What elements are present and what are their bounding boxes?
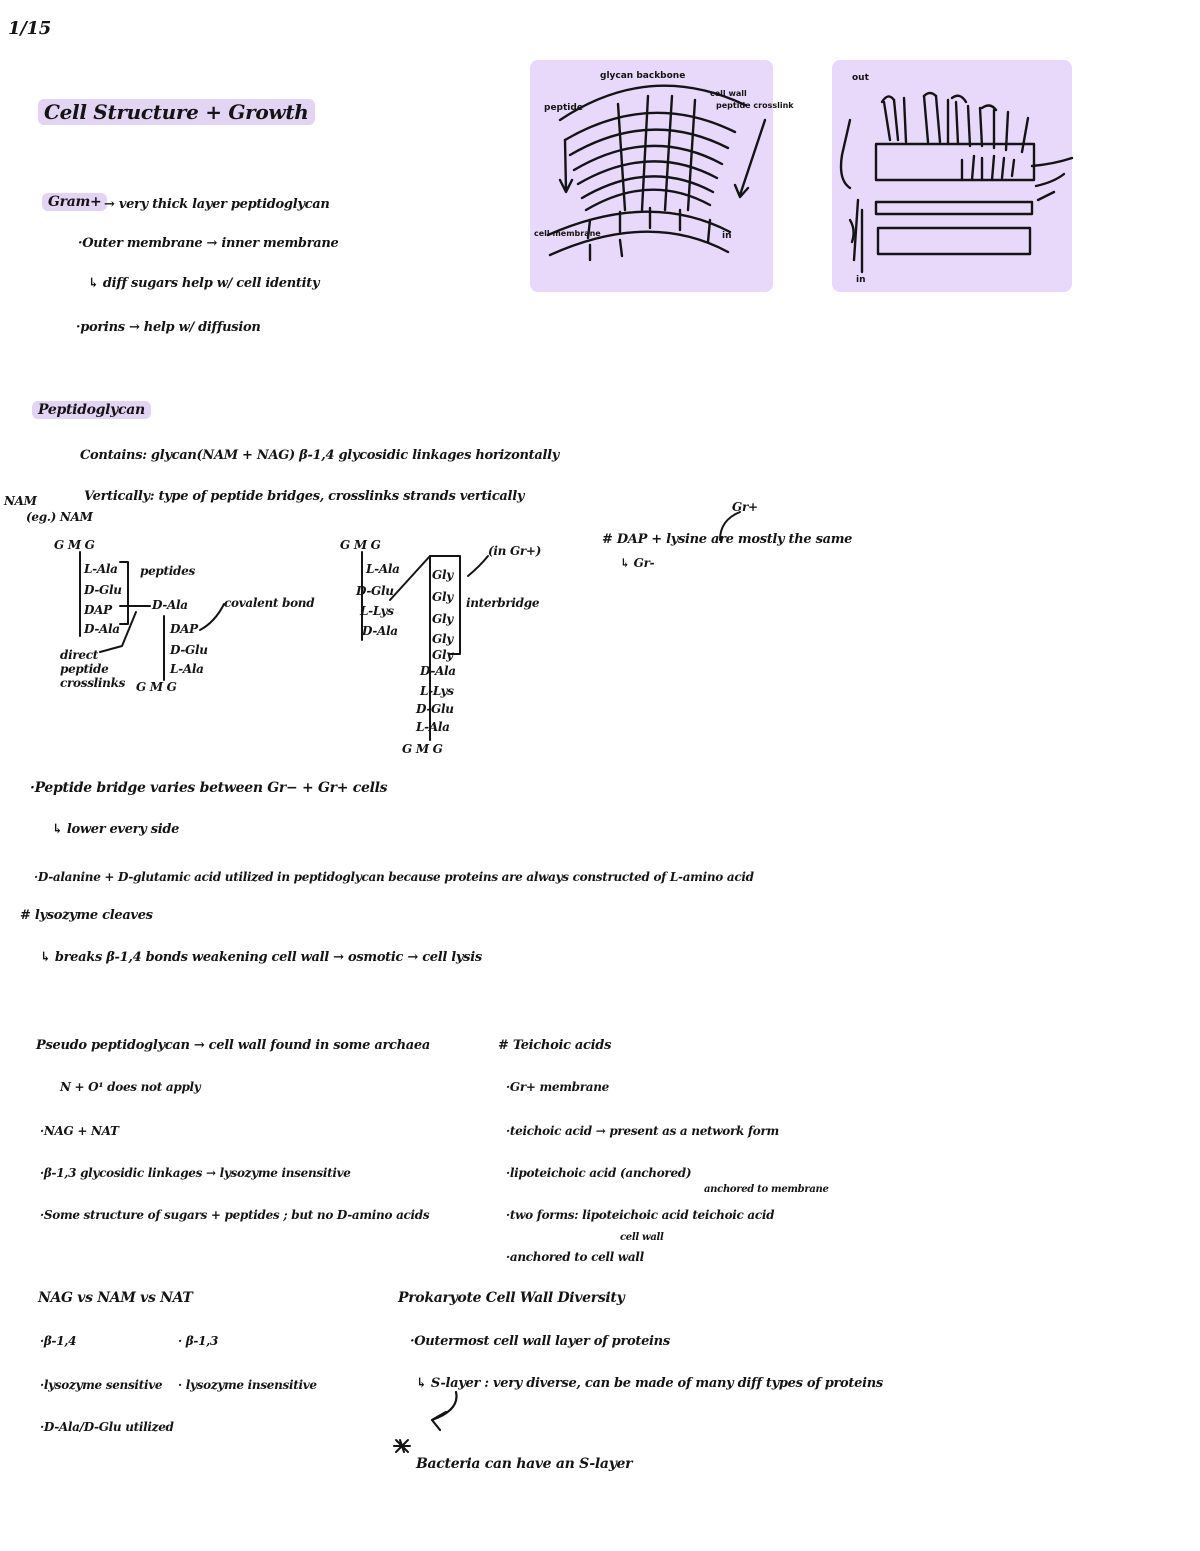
- gram-positive-heading: Gram+: [42, 194, 107, 210]
- left-label-1: L-Ala: [84, 562, 118, 576]
- membrane-sketch: [832, 60, 1072, 292]
- teichoic-heading: # Teichoic acids: [498, 1038, 612, 1053]
- archaea-line1: N + O¹ does not apply: [60, 1080, 201, 1094]
- gram-positive-line2: ·Outer membrane → inner membrane: [78, 236, 339, 251]
- mid-diagram-bottom: G M G: [402, 742, 443, 756]
- gram-positive-line4: ·porins → help w/ diffusion: [76, 320, 261, 335]
- crosslinks-line4: # lysozyme cleaves: [20, 908, 153, 923]
- diversity-line2: ↳ S-layer : very diverse, can be made of many diff types of proteins: [416, 1376, 883, 1391]
- compare-line1b: · β-1,3: [178, 1334, 219, 1348]
- dap-lysine-sub: ↳ Gr-: [620, 556, 655, 570]
- crosslinks-line5: ↳ breaks β-1,4 bonds weakening cell wall → osmotic → cell lysis: [40, 950, 482, 965]
- diversity-line1: ·Outermost cell wall layer of proteins: [410, 1334, 670, 1349]
- peptidoglycan-side-note: NAM: [4, 494, 37, 508]
- left-right-label-2: D-Glu: [170, 643, 208, 657]
- crosslinks-line1: ·Peptide bridge varies between Gr− + Gr+ cells: [30, 780, 388, 796]
- sketch-label-out: out: [852, 73, 869, 83]
- mid-chain-1: Gly: [432, 568, 453, 582]
- compare-line2b: · lysozyme insensitive: [178, 1378, 317, 1392]
- mid-diagram-top: G M G: [340, 538, 381, 552]
- left-label-3: DAP: [84, 603, 112, 617]
- left-label-2: D-Glu: [84, 583, 122, 597]
- archaea-line3: ·β-1,3 glycosidic linkages → lysozyme insensitive: [40, 1166, 351, 1180]
- teichoic-line4-sub: cell wall: [620, 1232, 664, 1243]
- left-label-4: D-Ala: [84, 622, 120, 636]
- mid-interbridge-label: interbridge: [466, 596, 540, 610]
- teichoic-line5: ·anchored to cell wall: [506, 1250, 644, 1264]
- left-bracket-label: peptides: [140, 564, 195, 578]
- mid-label-1: L-Ala: [366, 562, 400, 576]
- compare-line1a: ·β-1,4: [40, 1334, 77, 1348]
- mid-label-4: D-Ala: [362, 624, 398, 638]
- page-date: 1/15: [8, 18, 51, 39]
- mid-chain-2: Gly: [432, 590, 453, 604]
- compare-heading: NAG vs NAM vs NAT: [38, 1290, 193, 1306]
- page-title: Cell Structure + Growth: [38, 100, 315, 124]
- mid-chain-8: D-Glu: [416, 702, 454, 716]
- left-mid-label: D-Ala: [152, 598, 188, 612]
- sketch-label-crosslink: peptide crosslink: [716, 101, 794, 110]
- left-diagram-bottom: G M G: [136, 680, 177, 694]
- peptidoglycan-line1: Contains: glycan(NAM + NAG) β-1,4 glycosidic linkages horizontally: [80, 448, 560, 463]
- diversity-heading: Prokaryote Cell Wall Diversity: [398, 1290, 625, 1306]
- peptidoglycan-line2: Vertically: type of peptide bridges, crosslinks strands vertically: [84, 489, 525, 504]
- mid-label-2: D-Glu: [356, 584, 394, 598]
- gram-positive-line1: → very thick layer peptidoglycan: [104, 197, 330, 212]
- sketch-label-in: in: [722, 231, 732, 241]
- left-link-label: covalent bond: [224, 596, 315, 610]
- teichoic-line1: ·Gr+ membrane: [506, 1080, 609, 1094]
- gram-positive-line3: ↳ diff sugars help w/ cell identity: [88, 276, 320, 291]
- mid-gram-label: (in Gr+): [488, 544, 542, 558]
- diversity-line3: Bacteria can have an S-layer: [416, 1456, 633, 1472]
- crosslinks-line2: ↳ lower every side: [52, 822, 180, 837]
- teichoic-line4: ·two forms: lipoteichoic acid teichoic acid: [506, 1208, 775, 1222]
- sketch-label-peptide: peptide: [544, 103, 583, 113]
- archaea-line4: ·Some structure of sugars + peptides ; but no D-amino acids: [40, 1208, 430, 1222]
- mid-chain-4: Gly: [432, 632, 453, 646]
- peptidoglycan-heading: Peptidoglycan: [32, 402, 151, 418]
- sketch-label-glycan: glycan backbone: [600, 71, 686, 81]
- sketch-label-membrane: cell membrane: [534, 229, 601, 238]
- teichoic-line3: ·lipoteichoic acid (anchored): [506, 1166, 692, 1180]
- archaea-line2: ·NAG + NAT: [40, 1124, 119, 1138]
- teichoic-line4-sup: anchored to membrane: [704, 1184, 829, 1195]
- left-diagram-top: G M G: [54, 538, 95, 552]
- mid-chain-3: Gly: [432, 612, 453, 626]
- mid-label-3: L-Lys: [360, 604, 394, 618]
- sketch-label-cell-wall: cell wall: [710, 89, 747, 98]
- membrane-sketch-panel: [832, 60, 1072, 292]
- teichoic-line2: ·teichoic acid → present as a network form: [506, 1124, 779, 1138]
- compare-line2a: ·lysozyme sensitive: [40, 1378, 163, 1392]
- archaea-heading: Pseudo peptidoglycan → cell wall found in some archaea: [36, 1038, 430, 1053]
- mid-chain-6: D-Ala: [420, 664, 456, 678]
- left-right-label-1: DAP: [170, 622, 198, 636]
- dap-lysine-note: # DAP + lysine are mostly the same: [602, 532, 853, 547]
- sketch-label-in-2: in: [856, 275, 866, 285]
- cell-wall-sketch-panel: [530, 60, 794, 292]
- crosslinks-line3: ·D-alanine + D-glutamic acid utilized in peptidoglycan because proteins are always constructed of L-amino acid: [34, 870, 754, 884]
- dap-lysine-sup: Gr+: [732, 500, 758, 514]
- mid-chain-7: L-Lys: [420, 684, 454, 698]
- cell-wall-sketch: [530, 60, 794, 292]
- compare-line3: ·D-Ala/D-Glu utilized: [40, 1420, 174, 1434]
- left-right-label-3: L-Ala: [170, 662, 204, 676]
- left-note: direct peptide crosslinks: [60, 648, 126, 690]
- peptidoglycan-side-note2: (eg.) NAM: [26, 510, 93, 524]
- mid-chain-9: L-Ala: [416, 720, 450, 734]
- mid-chain-5: Gly: [432, 648, 453, 662]
